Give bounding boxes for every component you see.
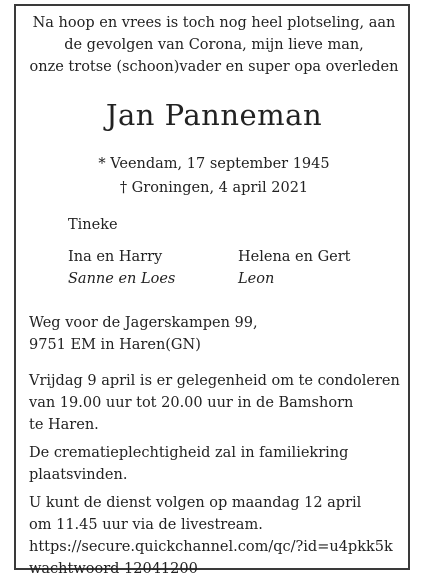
intro-line: onze trotse (schoon)vader en super opa overleden xyxy=(29,59,399,75)
child-couple: Helena en Gert xyxy=(238,249,351,265)
birth-line: * Veendam, 17 september 1945 xyxy=(98,156,330,172)
spouse-name: Tineke xyxy=(68,217,118,233)
cremation-line: plaatsvinden. xyxy=(29,467,128,483)
livestream-password: wachtwoord 12041200 xyxy=(29,561,198,577)
address-block xyxy=(29,312,404,356)
condolence-line: te Haren. xyxy=(29,417,99,433)
address-line: Weg voor de Jagerskampen 99, xyxy=(29,315,258,331)
livestream-line: U kunt de dienst volgen op maandag 12 april xyxy=(29,495,362,511)
livestream-url[interactable]: https://secure.quickchannel.com/qc/?id=u4pkk5k xyxy=(29,539,393,555)
child-couple: Ina en Harry xyxy=(68,249,163,265)
cremation-line: De crematieplechtigheid zal in familiekring xyxy=(29,445,349,461)
family-column-2 xyxy=(238,246,351,290)
grandchildren: Sanne en Loes xyxy=(68,271,176,287)
death-line: † Groningen, 4 april 2021 xyxy=(119,180,309,196)
death-notice xyxy=(14,4,410,577)
grandchildren: Leon xyxy=(238,271,275,287)
livestream-line: om 11.45 uur via de livestream. xyxy=(29,517,263,533)
livestream-block xyxy=(29,492,404,580)
condolence-line: van 19.00 uur tot 20.00 uur in de Bamshorn xyxy=(29,395,354,411)
intro-line: de gevolgen van Corona, mijn lieve man, xyxy=(64,37,364,53)
life-dates xyxy=(16,152,412,200)
family-column-1 xyxy=(68,246,175,290)
cremation-block xyxy=(29,442,404,486)
intro-text xyxy=(16,12,412,78)
condolence-block xyxy=(29,370,404,436)
deceased-name: Jan Panneman xyxy=(105,98,323,132)
intro-line: Na hoop en vrees is toch nog heel plotseling, aan xyxy=(32,15,396,31)
condolence-line: Vrijdag 9 april is er gelegenheid om te condoleren xyxy=(29,373,400,389)
address-line: 9751 EM in Haren(GN) xyxy=(29,337,201,353)
